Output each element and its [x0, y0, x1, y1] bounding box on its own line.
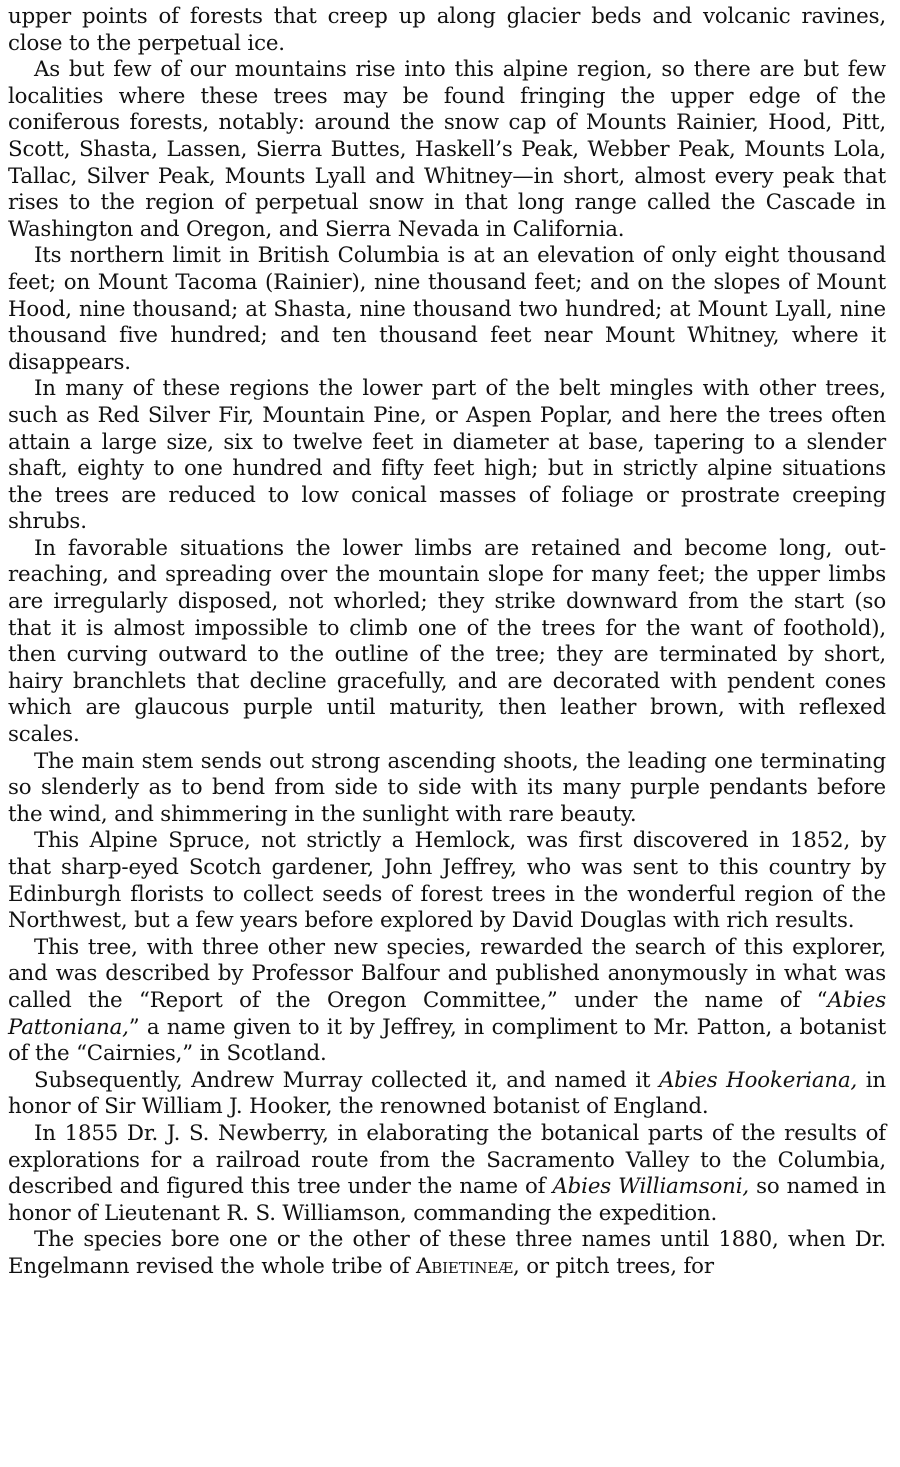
paragraph-northern-limit: [8, 243, 886, 376]
paragraph-oregon-report: [8, 935, 886, 1068]
text-span: upper points of forests that creep up along glacier beds and volcanic ravines, close to the perpetual ice.: [8, 4, 886, 56]
text-span: ” a name given to it by Jeffrey, in compliment to Mr. Patton, a botanist of the “Cairnies,” in Scotland.: [8, 1014, 886, 1067]
paragraph-discovery: [8, 828, 886, 934]
text-span: In many of these regions the lower part of the belt mingles with other trees, such as Red Silver Fir, Mountain Pine, or Aspen Poplar, and here the trees often attain a large size, six to twelve feet in diameter at base, tapering to a slender shaft, eighty to one hundred and fifty feet high; but in strictly alpine situations the trees are reduced to low conical masses of foliage or prostrate creeping shrubs.: [8, 376, 886, 535]
paragraph-forest-ravines: [8, 4, 886, 57]
text-span: The main stem sends out strong ascending shoots, the leading one terminating so slenderly as to bend from side to side with its many purple pendants before the wind, and shimmering in the sunlight with rare beauty.: [8, 748, 886, 827]
text-span: in honor of Sir William J. Hooker, the renowned botanist of England.: [8, 1067, 886, 1120]
paragraph-newberry: [8, 1121, 886, 1227]
text-span: so named in honor of Lieutenant R. S. Williamson, commanding the expedition.: [8, 1174, 886, 1226]
text-span: In favorable situations the lower limbs are retained and become long, out-reaching, and spreading over the mountain slope for many feet; the upper limbs are irregularly disposed, not whorled; they strike downward from the start (so that it is almost impossible to climb one of the trees for the want of foothold), then curving outward to the outline of the tree; they are terminated by short, hairy branchlets that decline gracefully, and are decorated with pendent cones which are glaucous purple until maturity, then leather brown, with reflexed scales.: [8, 535, 886, 748]
text-span: In 1855 Dr. J. S. Newberry, in elaborating the botanical parts of the results of explorations for a railroad route from the Sacramento Valley to the Columbia, described and figured this tree under the name of: [8, 1120, 886, 1200]
paragraph-main-stem: [8, 749, 886, 829]
text-span: The species bore one or the other of these three names until 1880, when Dr. Engelmann revised the whole tribe of: [8, 1227, 886, 1279]
species-name-italic: Abies Williamsoni,: [552, 1174, 750, 1200]
book-page: [8, 4, 886, 1281]
text-span: , or pitch trees, for: [513, 1253, 714, 1279]
text-span: Its northern limit in British Columbia is at an elevation of only eight thousand feet; on Mount Tacoma (Rainier), nine thousand feet; and on the slopes of Mount Hood, nine thousand; at Shasta, nine thousand two hundred; at Mount Lyall, nine thousand five hundred; and ten thousand feet near Mount Whitney, where it disappears.: [8, 243, 886, 375]
tribe-name-smallcaps: Abietineæ: [416, 1253, 513, 1279]
paragraph-engelmann: [8, 1227, 886, 1280]
text-span: Subsequently, Andrew Murray collected it, and named it: [34, 1067, 659, 1093]
species-name-italic: Abies Hookeriana,: [658, 1067, 858, 1093]
species-name-italic: Abies Pattoniana,: [8, 987, 886, 1040]
text-span: As but few of our mountains rise into this alpine region, so there are but few localities where these trees may be found fringing the upper edge of the coniferous forests, notably: around the snow cap of Mounts Rainier, Hood, Pitt, Scott, Shasta, Lassen, Sierra Buttes, Haskell’s Peak, Webber Peak, Mounts Lola, Tallac, Silver Peak, Mounts Lyall and Whitney—in short, almost every peak that rises to the region of perpetual snow in that long range called the Cascade in Washington and Oregon, and Sierra Nevada in California.: [8, 57, 886, 242]
paragraph-alpine-localities: [8, 57, 886, 243]
paragraph-limbs-description: [8, 536, 886, 749]
paragraph-murray: [8, 1068, 886, 1121]
text-span: This tree, with three other new species, rewarded the search of this explorer, and was described by Professor Balfour and published anonymously in what was called the “Report of the Oregon Committee,” under the name of “: [8, 934, 886, 1013]
text-span: This Alpine Spruce, not strictly a Hemlock, was first discovered in 1852, by that sharp-eyed Scotch gardener, John Jeffrey, who was sent to this country by Edinburgh florists to collect seeds of forest trees in the wonderful region of the Northwest, but a few years before explored by David Douglas with rich results.: [8, 828, 886, 934]
paragraph-belt-mingling: [8, 376, 886, 536]
